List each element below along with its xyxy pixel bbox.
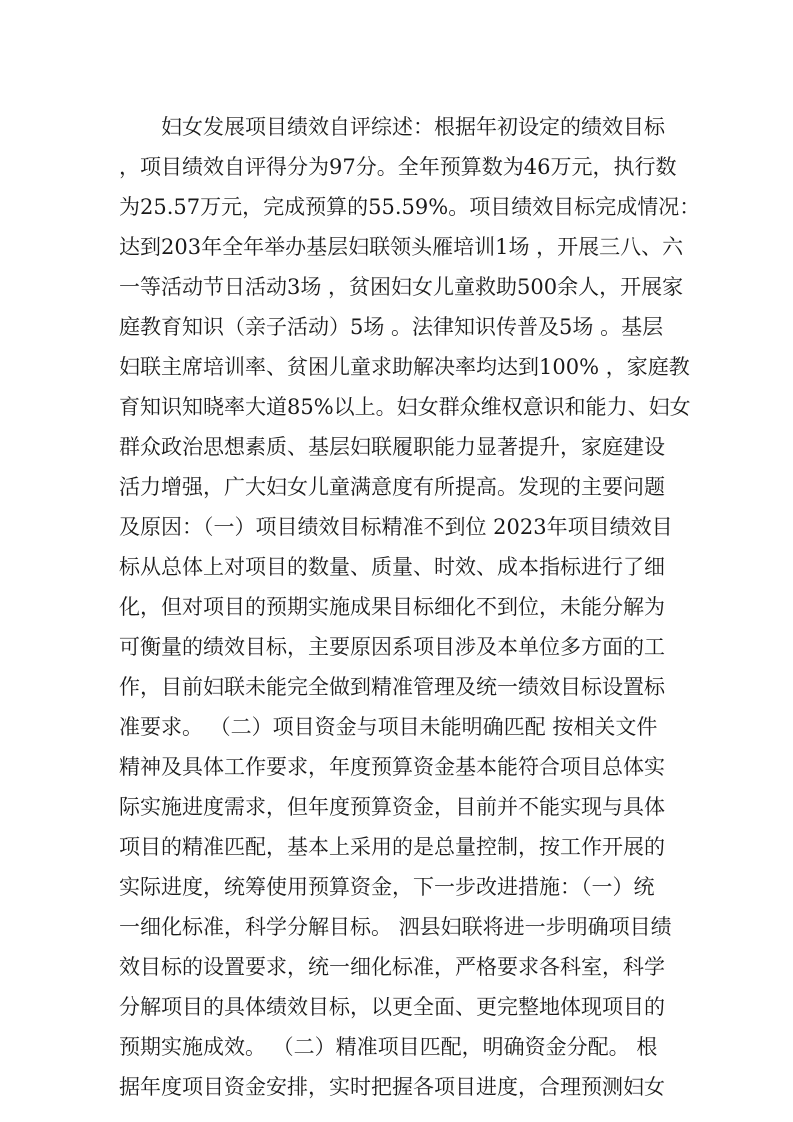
paragraph-line-22: 效目标的设置要求，统一细化标准，严格要求各科室，科学 — [119, 955, 665, 979]
paragraph-line-3: 为25.57万元，完成预算的55.59%。项目绩效目标完成情况： — [119, 195, 701, 219]
paragraph-line-14: 可衡量的绩效目标，主要原因系项目涉及本单位多方面的工 — [119, 635, 665, 659]
paragraph-line-21: 一细化标准，科学分解目标。 泗县妇联将进一步明确项目绩 — [119, 915, 672, 939]
paragraph-line-13: 化，但对项目的预期实施成果目标细化不到位，未能分解为 — [119, 595, 665, 619]
paragraph-line-1: 妇女发展项目绩效自评综述：根据年初设定的绩效目标 — [161, 115, 665, 139]
paragraph-line-24: 预期实施成效。 （二）精准项目匹配，明确资金分配。 根 — [119, 1035, 658, 1059]
paragraph-line-19: 项目的精准匹配，基本上采用的是总量控制，按工作开展的 — [119, 835, 665, 859]
paragraph-line-8: 育知识知晓率大道85%以上。妇女群众维权意识和能力、妇女 — [119, 395, 691, 419]
paragraph-line-9: 群众政治思想素质、基层妇联履职能力显著提升，家庭建设 — [119, 435, 665, 459]
paragraph-line-2: ，项目绩效自评得分为97分。全年预算数为46万元，执行数 — [119, 155, 677, 179]
paragraph-line-4: 达到203年全年举办基层妇联领头雁培训1场 ，开展三八、六 — [119, 235, 684, 259]
paragraph-line-7: 妇联主席培训率、贫困儿童求助解决率均达到100% ，家庭教 — [119, 355, 690, 379]
paragraph-line-23: 分解项目的具体绩效目标，以更全面、更完整地体现项目的 — [119, 995, 665, 1019]
paragraph-line-25: 据年度项目资金安排，实时把握各项目进度，合理预测妇女 — [119, 1075, 665, 1099]
paragraph-line-12: 标从总体上对项目的数量、质量、时效、成本指标进行了细 — [119, 555, 665, 579]
paragraph-line-11: 及原因：（一）项目绩效目标精准不到位 2023年项目绩效目 — [119, 515, 673, 539]
paragraph-line-10: 活力增强，广大妇女儿童满意度有所提高。发现的主要问题 — [119, 475, 665, 499]
paragraph-line-15: 作，目前妇联未能完全做到精准管理及统一绩效目标设置标 — [119, 675, 665, 699]
paragraph-line-17: 精神及具体工作要求，年度预算资金基本能符合项目总体实 — [119, 755, 665, 779]
paragraph-line-6: 庭教育知识（亲子活动）5场 。法律知识传普及5场 。基层 — [119, 315, 664, 339]
paragraph-line-20: 实际进度，统筹使用预算资金，下一步改进措施：（一）统 — [119, 875, 655, 899]
paragraph-line-18: 际实施进度需求，但年度预算资金，目前并不能实现与具体 — [119, 795, 665, 819]
paragraph-line-16: 准要求。 （二）项目资金与项目未能明确匹配 按相关文件 — [119, 715, 658, 739]
paragraph-line-5: 一等活动节日活动3场 ，贫困妇女儿童救助500余人，开展家 — [119, 275, 684, 299]
